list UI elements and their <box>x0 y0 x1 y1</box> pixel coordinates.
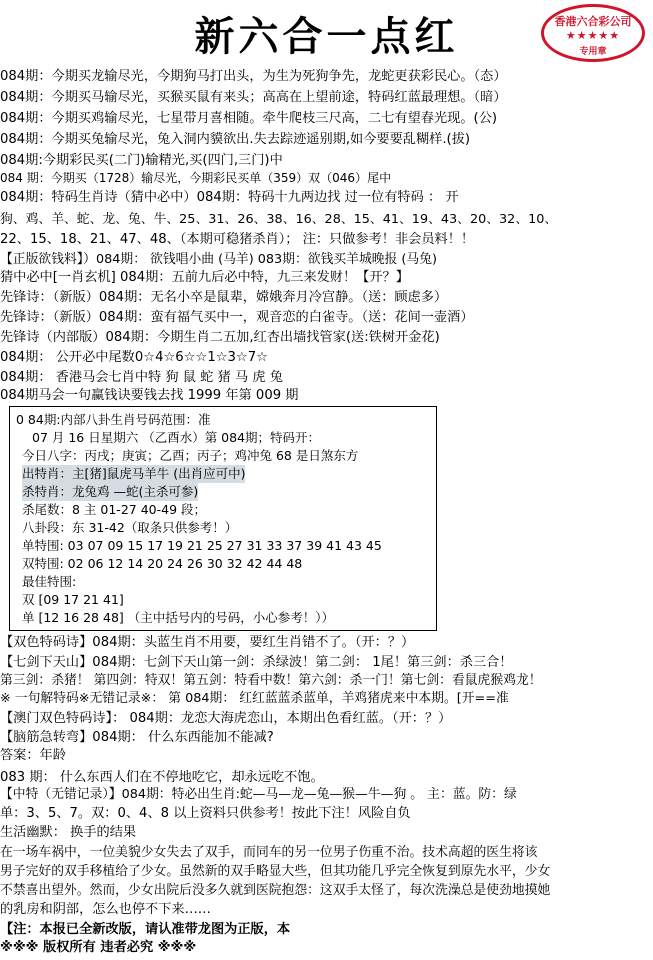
text-line: 【中特（无错记录）】084期：特必出生肖:蛇—马—龙—兔—猴—牛—狗 。 主：蓝。防：绿 <box>0 787 517 802</box>
text-line: 084期：今期买鸡输尽光，七星带月喜相随。牵牛爬枝三尺高，二七有望春光现。(公) <box>0 111 498 126</box>
text-line: 084期：特码生肖诗（猜中必中）084期：特码十九两边找 过一位有特码 ： 开 <box>0 190 459 205</box>
seal-bottom-text: 专用章 <box>579 47 607 57</box>
box-line: 0 84期:内部八卦生肖号码范围：准 <box>16 412 211 427</box>
box-line: 双特围: 02 06 12 14 20 24 26 30 32 42 44 48 <box>22 556 303 571</box>
box-line: 单 [12 16 28 48] （主中括号内的号码，小心参考！）） <box>22 610 334 625</box>
box-line: 最佳特围: <box>22 574 77 589</box>
text-line: 在一场车祸中，一位美貌少女失去了双手，而同车的另一位男子伤重不治。技术高超的医生将该 <box>0 845 538 860</box>
text-line: 第三剑：杀猪！ 第四剑：特双！第五剑：特看中数！第六剑：杀一门！第七剑：看鼠虎猴鸡龙！ <box>0 673 542 688</box>
text-line: 猜中必中[一肖玄机] 084期：五前九后必中特，九三来发财！【开？】 <box>0 270 409 285</box>
text-line: 084期： 公开必中尾数0☆4☆6☆☆1☆3☆7☆ <box>0 350 268 365</box>
text-line: 先锋诗：（新版）084期：蛮有福气买中一，观音恋的白雀寺。（送：花间一壶酒） <box>0 310 474 325</box>
page-title: 新六合一点红 <box>194 13 459 60</box>
text-line: 083 期： 什么东西人们在不停地吃它，却永远吃不饱。 <box>0 770 324 785</box>
text-line: 答案：年龄 <box>0 748 66 763</box>
notice-line: 【注：本报已全新改版，请认准带龙图为正版，本 <box>0 922 291 937</box>
text-line: 男子完好的双手移植给了少女。虽然新的双手略显大些，但其功能几乎完全恢复到原先水平，少女 <box>0 864 551 879</box>
seal-stars: ★★★★★ <box>565 29 621 42</box>
box-line: 07 月 16 日星期六 （乙酉水）第 084期；特码开： <box>32 430 321 445</box>
text-line: 【脑筋急转弯】084期： 什么东西能加不能减? <box>0 730 274 745</box>
bagua-info-box <box>9 406 437 631</box>
text-line: 22、15、18、21、47、48、（本期可稳猪杀肖）； 注：只做参考！非会员料！！ <box>0 232 475 247</box>
box-line: 单特围: 03 07 09 15 17 19 21 25 27 31 33 37 39 41 43 45 <box>22 538 382 553</box>
text-line: 084期：今期买马输尽光，买猴买鼠有来头；高高在上望前途，特码红蓝最理想。（暗） <box>0 90 507 105</box>
text-line: 【双色特码诗】084期：头蓝生肖不用要，要红生肖错不了。（开：？） <box>0 635 415 650</box>
text-line: 狗、鸡、羊、蛇、龙、兔、牛、25、31、26、38、16、28、15、41、19、43、20、32、10、 <box>0 212 558 227</box>
text-line: 084期：今期买兔输尽光，兔入洞内貘欲出.失去踪迹遥别期,如今要要乱糊样.(拔) <box>0 132 471 147</box>
seal-top-text: 香港六合彩公司 <box>554 15 632 28</box>
text-line: 先锋诗（内部版）084期：今期生肖二五加,红杏出墙找管家(送:铁树开金花) <box>0 330 440 345</box>
box-line: 出特肖：主[猪]鼠虎马羊牛 (出肖应可中) <box>22 466 246 481</box>
copyright-line: ※※※ 版权所有 违者必究 ※※※ <box>0 940 197 955</box>
box-line: 八卦段：东 31-42（取条只供参考！） <box>22 520 238 535</box>
text-line: 【七剑下天山】084期：七剑下天山第一剑：杀绿波！第二剑： 1尾！第三剑：杀三合！ <box>0 655 513 670</box>
text-line: 【澳门双色特码诗】： 084期：龙恋大海虎恋山，本期出色看红蓝。（开：？） <box>0 711 452 726</box>
text-line: ※ 一句解特码※无错记录※： 第 084期： 红红蓝蓝杀蓝单，羊鸡猪虎来中本期。[开==准 <box>0 691 509 706</box>
text-line: 084期马会一句赢钱诀要钱去找 1999 年第 009 期 <box>0 388 299 403</box>
text-line: 084期：今期买龙输尽光，今期狗马打出头，为生为死狗争先，龙蛇更获彩民心。（态） <box>0 69 507 84</box>
text-line: 084期： 香港马会七肖中特 狗 鼠 蛇 猪 马 虎 兔 <box>0 370 283 385</box>
company-seal-stamp <box>541 4 645 62</box>
text-line: 先锋诗：（新版）084期：无名小卒是鼠辈，嫦娥奔月冷宫静。（送：顾虑多） <box>0 290 448 305</box>
text-line: 生活幽默： 换手的结果 <box>0 825 137 840</box>
text-line: 不禁喜出望外。然而，少女出院后没多久就到医院抱怨：这双手太怪了，每次洗澡总是使劲地摸她 <box>0 883 551 898</box>
text-line: 【正版欲钱料】）084期： 欲钱唱小曲 (马羊) 083期：欲钱买羊城晚报 (马兔) <box>0 252 438 267</box>
text-line: 084 期：今期买（1728）输尽光，今期彩民买单（359）双（046）尾中 <box>0 171 392 185</box>
text-line: 的乳房和阴部，怎么也停不下来…… <box>0 902 211 917</box>
box-line: 双 [09 17 21 41] <box>22 592 124 607</box>
box-line: 杀尾数：8 主 01-27 40-49 段； <box>22 502 206 517</box>
text-line: 084期:今期彩民买(二门)输精光,买(四门,三门)中 <box>0 153 283 168</box>
text-line: 单：3、5、7。双：0、4、8 以上资料只供参考！按此下注！风险自负 <box>0 806 411 821</box>
box-line: 今日八字：丙戌；庚寅；乙酉；丙子；鸡冲兔 68 是日煞东方 <box>22 448 359 463</box>
box-line: 杀特肖：龙兔鸡 —蛇(主杀可参) <box>22 484 199 499</box>
